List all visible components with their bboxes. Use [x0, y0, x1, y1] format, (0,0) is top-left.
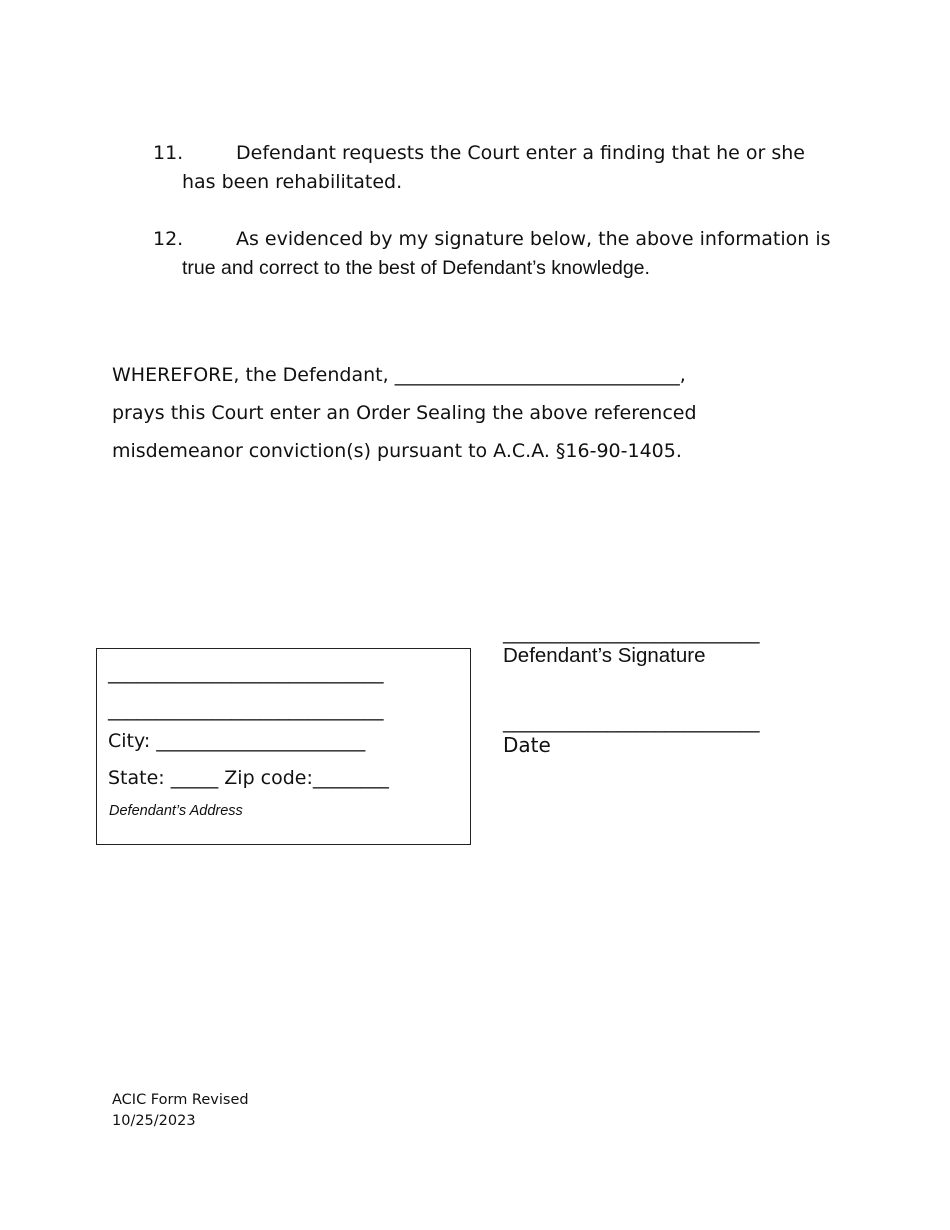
paragraph-number: 12. [153, 228, 184, 250]
signature-block [503, 622, 843, 668]
wherefore-line1: WHEREFORE, the Defendant, ______________________________, [112, 364, 686, 386]
paragraph-text-line2: has been rehabilitated. [182, 171, 403, 193]
numbered-paragraph-11 [153, 139, 843, 197]
address-caption: Defendant’s Address [109, 803, 243, 819]
footer-form-revised: ACIC Form Revised [112, 1092, 249, 1108]
signature-line[interactable]: ___________________________ [503, 622, 760, 644]
paragraph-number: 11. [153, 142, 184, 164]
address-line2-field[interactable]: _____________________________ [108, 699, 384, 721]
form-footer [112, 1090, 249, 1132]
date-label: Date [503, 733, 551, 757]
date-block [503, 711, 843, 757]
address-line1-field[interactable]: _____________________________ [108, 662, 384, 684]
paragraph-text-line1: As evidenced by my signature below, the above information is [236, 228, 831, 250]
date-line[interactable]: ___________________________ [503, 711, 760, 733]
paragraph-text-line2: true and correct to the best of Defendant’s knowledge. [182, 257, 650, 279]
signature-label: Defendant’s Signature [503, 644, 706, 667]
wherefore-line2: prays this Court enter an Order Sealing the above referenced [112, 402, 697, 424]
wherefore-clause [112, 356, 852, 470]
state-zip-field[interactable]: State: _____ Zip code:________ [108, 767, 389, 789]
numbered-paragraph-12 [153, 225, 843, 283]
wherefore-line3: misdemeanor conviction(s) pursuant to A.C.A. §16-90-1405. [112, 440, 682, 462]
footer-revision-date: 10/25/2023 [112, 1113, 196, 1129]
paragraph-text-line1: Defendant requests the Court enter a finding that he or she [236, 142, 805, 164]
city-field[interactable]: City: ______________________ [108, 730, 366, 752]
defendant-address-box [96, 648, 471, 845]
